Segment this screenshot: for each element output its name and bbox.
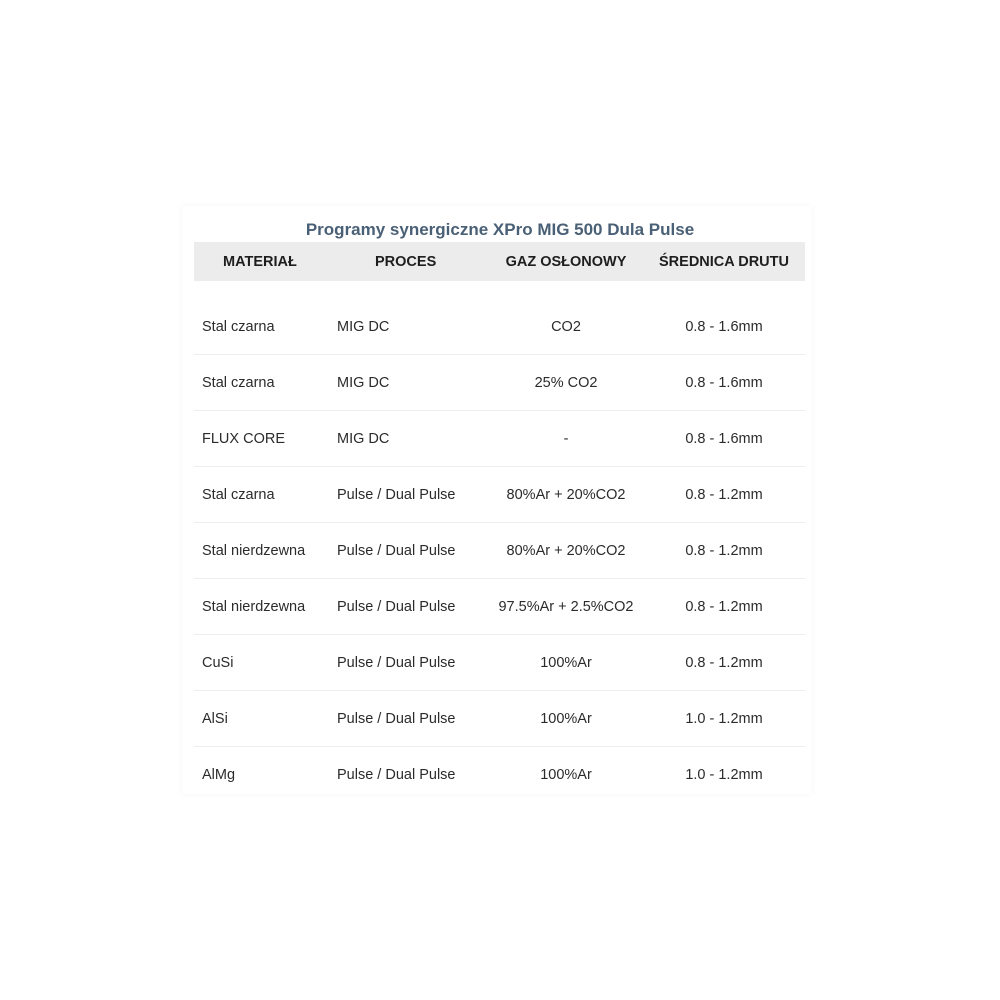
cell-wire-diameter: 0.8 - 1.2mm bbox=[685, 654, 763, 671]
cell-process: Pulse / Dual Pulse bbox=[337, 767, 456, 783]
table-row bbox=[194, 299, 805, 355]
cell-process: MIG DC bbox=[337, 374, 390, 391]
cell-process: MIG DC bbox=[337, 318, 390, 335]
cell-material: AlMg bbox=[202, 767, 236, 783]
cell-shielding-gas: 97.5%Ar + 2.5%CO2 bbox=[498, 598, 634, 615]
cell-process: Pulse / Dual Pulse bbox=[337, 598, 456, 615]
cell-wire-diameter: 1.0 - 1.2mm bbox=[685, 710, 763, 727]
cell-material: Stal czarna bbox=[202, 486, 275, 503]
cell-wire-diameter: 0.8 - 1.2mm bbox=[685, 486, 763, 503]
cell-shielding-gas: 100%Ar bbox=[540, 710, 592, 727]
header-shielding-gas: GAZ OSŁONOWY bbox=[505, 253, 627, 270]
cell-process: Pulse / Dual Pulse bbox=[337, 542, 456, 559]
cell-material: Stal czarna bbox=[202, 374, 275, 391]
cell-shielding-gas: CO2 bbox=[551, 318, 581, 335]
header-spacer bbox=[194, 281, 805, 299]
cell-wire-diameter: 0.8 - 1.6mm bbox=[685, 430, 763, 447]
table-row bbox=[194, 355, 805, 411]
cell-shielding-gas: 25% CO2 bbox=[534, 374, 598, 391]
table-card bbox=[182, 206, 812, 794]
cell-shielding-gas: 80%Ar + 20%CO2 bbox=[506, 542, 626, 559]
table-row bbox=[194, 411, 805, 467]
cell-shielding-gas: 80%Ar + 20%CO2 bbox=[506, 486, 626, 503]
cell-material: CuSi bbox=[202, 654, 234, 671]
table-row bbox=[194, 635, 805, 691]
cell-material: Stal nierdzewna bbox=[202, 598, 306, 615]
cell-material: Stal czarna bbox=[202, 318, 275, 335]
cell-shielding-gas: 100%Ar bbox=[540, 767, 592, 783]
cell-shielding-gas: 100%Ar bbox=[540, 654, 592, 671]
cell-material: Stal nierdzewna bbox=[202, 542, 306, 559]
cell-wire-diameter: 0.8 - 1.2mm bbox=[685, 542, 763, 559]
table-row bbox=[194, 747, 805, 803]
cell-wire-diameter: 1.0 - 1.2mm bbox=[685, 767, 763, 783]
header-material: MATERIAŁ bbox=[223, 253, 297, 270]
table-row bbox=[194, 691, 805, 747]
table-row bbox=[194, 467, 805, 523]
table-header-row bbox=[194, 242, 805, 281]
table-row bbox=[194, 523, 805, 579]
table-row bbox=[194, 579, 805, 635]
table-body bbox=[194, 299, 805, 803]
cell-wire-diameter: 0.8 - 1.6mm bbox=[685, 318, 763, 335]
cell-process: Pulse / Dual Pulse bbox=[337, 654, 456, 671]
cell-material: AlSi bbox=[202, 710, 228, 727]
header-process: PROCES bbox=[375, 253, 437, 270]
cell-process: Pulse / Dual Pulse bbox=[337, 710, 456, 727]
table-caption: Programy synergiczne XPro MIG 500 Dula Pulse bbox=[305, 220, 695, 239]
cell-material: FLUX CORE bbox=[202, 430, 285, 447]
header-wire-diameter: ŚREDNICA DRUTU bbox=[659, 253, 789, 270]
cell-process: MIG DC bbox=[337, 430, 390, 447]
welding-programs-table bbox=[194, 242, 805, 803]
cell-wire-diameter: 0.8 - 1.6mm bbox=[685, 374, 763, 391]
cell-process: Pulse / Dual Pulse bbox=[337, 486, 456, 503]
cell-wire-diameter: 0.8 - 1.2mm bbox=[685, 598, 763, 615]
cell-shielding-gas: - bbox=[563, 430, 569, 447]
